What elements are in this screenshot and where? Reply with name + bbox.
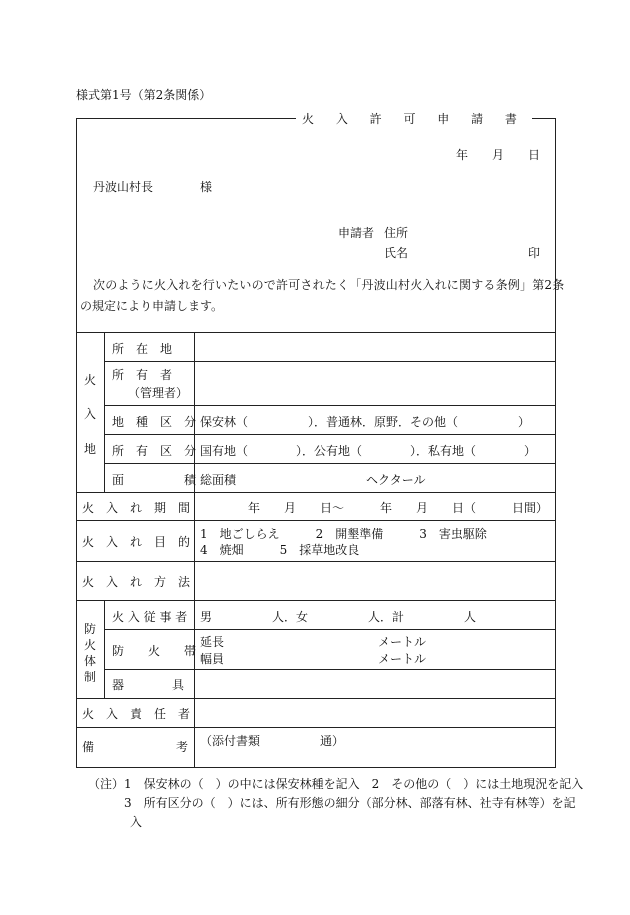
site-group-char-3: 地 — [84, 442, 97, 456]
row-divider — [104, 361, 556, 362]
row-divider — [104, 434, 556, 435]
intro-line-2: の規定により申請します。 — [80, 299, 224, 313]
owner-label: 所 有 者 — [112, 368, 173, 382]
ownership-label: 所 有 区 分 — [112, 444, 197, 458]
row-divider — [76, 600, 556, 601]
row-divider — [76, 492, 556, 493]
row-divider — [104, 405, 556, 406]
date-year: 年 — [456, 148, 469, 162]
row-divider — [104, 629, 556, 630]
period-value[interactable]: 年 月 日～ 年 月 日（ 日間） — [248, 501, 549, 515]
addressee-honorific: 様 — [200, 180, 213, 194]
location-label: 所 在 地 — [112, 342, 173, 356]
ownership-value[interactable]: 国有地（ ）．公有地（ ）．私有地（ ） — [200, 444, 537, 458]
title-bar — [76, 108, 556, 128]
row-divider — [76, 332, 556, 333]
period-label: 火 入 れ 期 間 — [82, 501, 191, 515]
row-divider — [76, 561, 556, 562]
notes-line-1: 1 保安林の（ ）の中には保安林種を記入 2 その他の（ ）には土地現況を記入 — [124, 777, 584, 791]
method-label: 火 入 れ 方 法 — [82, 575, 191, 589]
firebreak-length-label: 延長 — [200, 635, 225, 649]
firebreak-width-label: 幅員 — [200, 652, 225, 666]
form-number: 様式第1号（第2条関係） — [76, 88, 212, 102]
workers-value[interactable]: 男 人．女 人．計 人 — [200, 610, 477, 624]
row-divider — [76, 520, 556, 521]
fire-group-char-4: 制 — [84, 670, 97, 684]
applicant-address-label: 住所 — [384, 226, 409, 240]
row-divider — [76, 727, 556, 728]
site-group-char-2: 入 — [84, 407, 97, 421]
owner-sub-label: （管理者） — [128, 386, 189, 400]
land-type-value[interactable]: 保安林（ ）．普通林．原野．その他（ ） — [200, 415, 531, 429]
seal-mark: 印 — [528, 246, 541, 260]
intro-line-1: 次のように火入れを行いたいので許可されたく「丹波山村火入れに関する条例」第2条 — [93, 278, 565, 292]
remarks-value[interactable]: （添付書類 通） — [200, 734, 345, 748]
col-divider — [104, 600, 105, 698]
col-divider — [104, 332, 105, 492]
purpose-line-1: 1 地ごしらえ 2 開墾準備 3 害虫駆除 — [200, 527, 487, 541]
notes-line-2: 3 所有区分の（ ）には、所有形態の細分（部分林、部落有林、社寺有林等）を記 — [124, 796, 576, 810]
addressee: 丹波山村長 — [93, 180, 154, 194]
notes-prefix: （注） — [88, 777, 125, 791]
date-month: 月 — [492, 148, 505, 162]
notes-line-3: 入 — [130, 815, 143, 829]
area-label: 面 積 — [112, 473, 197, 487]
firebreak-label: 防 火 帯 — [112, 644, 197, 658]
row-divider — [76, 698, 556, 699]
applicant-name-label: 氏名 — [384, 246, 409, 260]
workers-label: 火 入 従 事 者 — [112, 610, 188, 624]
equipment-label: 器 具 — [112, 678, 185, 692]
purpose-line-2: 4 焼畑 5 採草地改良 — [200, 543, 360, 557]
remarks-label-left: 備 — [82, 740, 95, 754]
firebreak-width-unit: メートル — [378, 652, 427, 666]
fire-group-char-3: 体 — [84, 654, 97, 668]
area-unit: ヘクタール — [366, 473, 426, 487]
row-divider — [104, 463, 556, 464]
remarks-label-right: 考 — [176, 740, 189, 754]
area-value[interactable]: 総面積 — [200, 473, 237, 487]
form-title: 火 入 許 可 申 請 書 — [296, 110, 532, 127]
firebreak-length-unit: メートル — [378, 635, 427, 649]
purpose-label: 火 入 れ 目 的 — [82, 535, 191, 549]
responsible-label: 火 入 責 任 者 — [82, 707, 191, 721]
applicant-label: 申請者 — [338, 226, 375, 240]
fire-group-char-1: 防 — [84, 622, 97, 636]
row-divider — [104, 669, 556, 670]
col-divider — [194, 332, 195, 727]
land-type-label: 地 種 区 分 — [112, 415, 197, 429]
col-divider — [194, 727, 195, 768]
fire-group-char-2: 火 — [84, 638, 97, 652]
date-day: 日 — [528, 148, 541, 162]
site-group-char-1: 火 — [84, 373, 97, 387]
